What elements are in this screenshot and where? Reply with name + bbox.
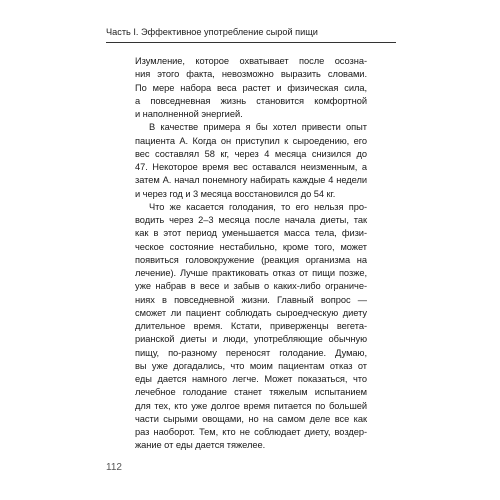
text-line: раз наоборот. Тем, кто не соблюдает диету, воздер- (135, 427, 367, 437)
text-line: ниях в повседневной жизни. Главный вопрос — (135, 294, 367, 305)
text-line: В качестве примера я бы хотел привести опыт (149, 122, 367, 133)
text-line: появиться головокружение (реакция организма на (135, 254, 367, 265)
text-line: Изумление, которое охватывает после осозна- (135, 56, 367, 66)
text-line: длительное время. Кстати, приверженцы вегета- (135, 321, 367, 331)
text-line: пациента А. Когда он приступил к сыроедению, его (135, 135, 367, 146)
text-line: жание от еды дается тяжелее. (135, 440, 266, 451)
text-line: лечебное голодание станет тяжелым испытанием (135, 387, 367, 398)
paragraph (135, 55, 367, 121)
text-line: как в этот период уменьшается масса тела, физи- (135, 228, 367, 239)
text-line: а повседневная жизнь становится комфортной (135, 95, 367, 106)
text-line: рианской диеты и люди, употребляющие обычную (135, 334, 367, 345)
page-number: 112 (106, 462, 122, 473)
text-line: сможет ли пациент соблюдать сыроедческую диету (135, 307, 367, 318)
body-text (135, 55, 367, 453)
text-line: Что же касается голодания, то его нельзя про- (149, 201, 367, 212)
text-line: для тех, кто уже долгое время питается по большей (135, 400, 367, 411)
text-line: и наполненной энергией. (135, 109, 243, 119)
text-line: 47. Некоторое время вес оставался неизменным, а (135, 162, 367, 172)
text-line: пищу, по-разному переносят голодание. Думаю, (135, 347, 367, 358)
text-line: лечение). Лучше практиковать отказ от пищи позже, (135, 268, 367, 278)
text-line: части сырыми овощами, но на самом деле все как (135, 413, 367, 424)
paragraph (135, 121, 367, 201)
text-line: По мере набора веса растет и физическая сила, (135, 82, 367, 93)
text-line: затем А. начал понемногу набирать каждые 4 недели (135, 175, 367, 186)
text-line: водить через 2–3 месяца после начала диеты, так (135, 215, 367, 225)
text-line: вы уже догадались, что моим пациентам отказ от (135, 360, 367, 371)
paragraph (135, 201, 367, 453)
text-line: и через год и 3 месяца восстановился до 54 кг. (135, 188, 336, 199)
text-line: еды дается намного легче. Может показаться, что (135, 374, 367, 384)
text-line: вес составлял 58 кг, через 4 месяца снизился до (135, 148, 367, 159)
header-rule (106, 42, 396, 43)
text-line: ния этого факта, невозможно выразить словами. (135, 69, 367, 80)
running-head: Часть I. Эффективное употребление сырой пищи (106, 27, 318, 37)
text-line: ческое состояние нестабильно, кроме того, может (135, 241, 367, 252)
text-line: уже набрав в весе и забыв о каких-либо ограниче- (135, 281, 367, 292)
